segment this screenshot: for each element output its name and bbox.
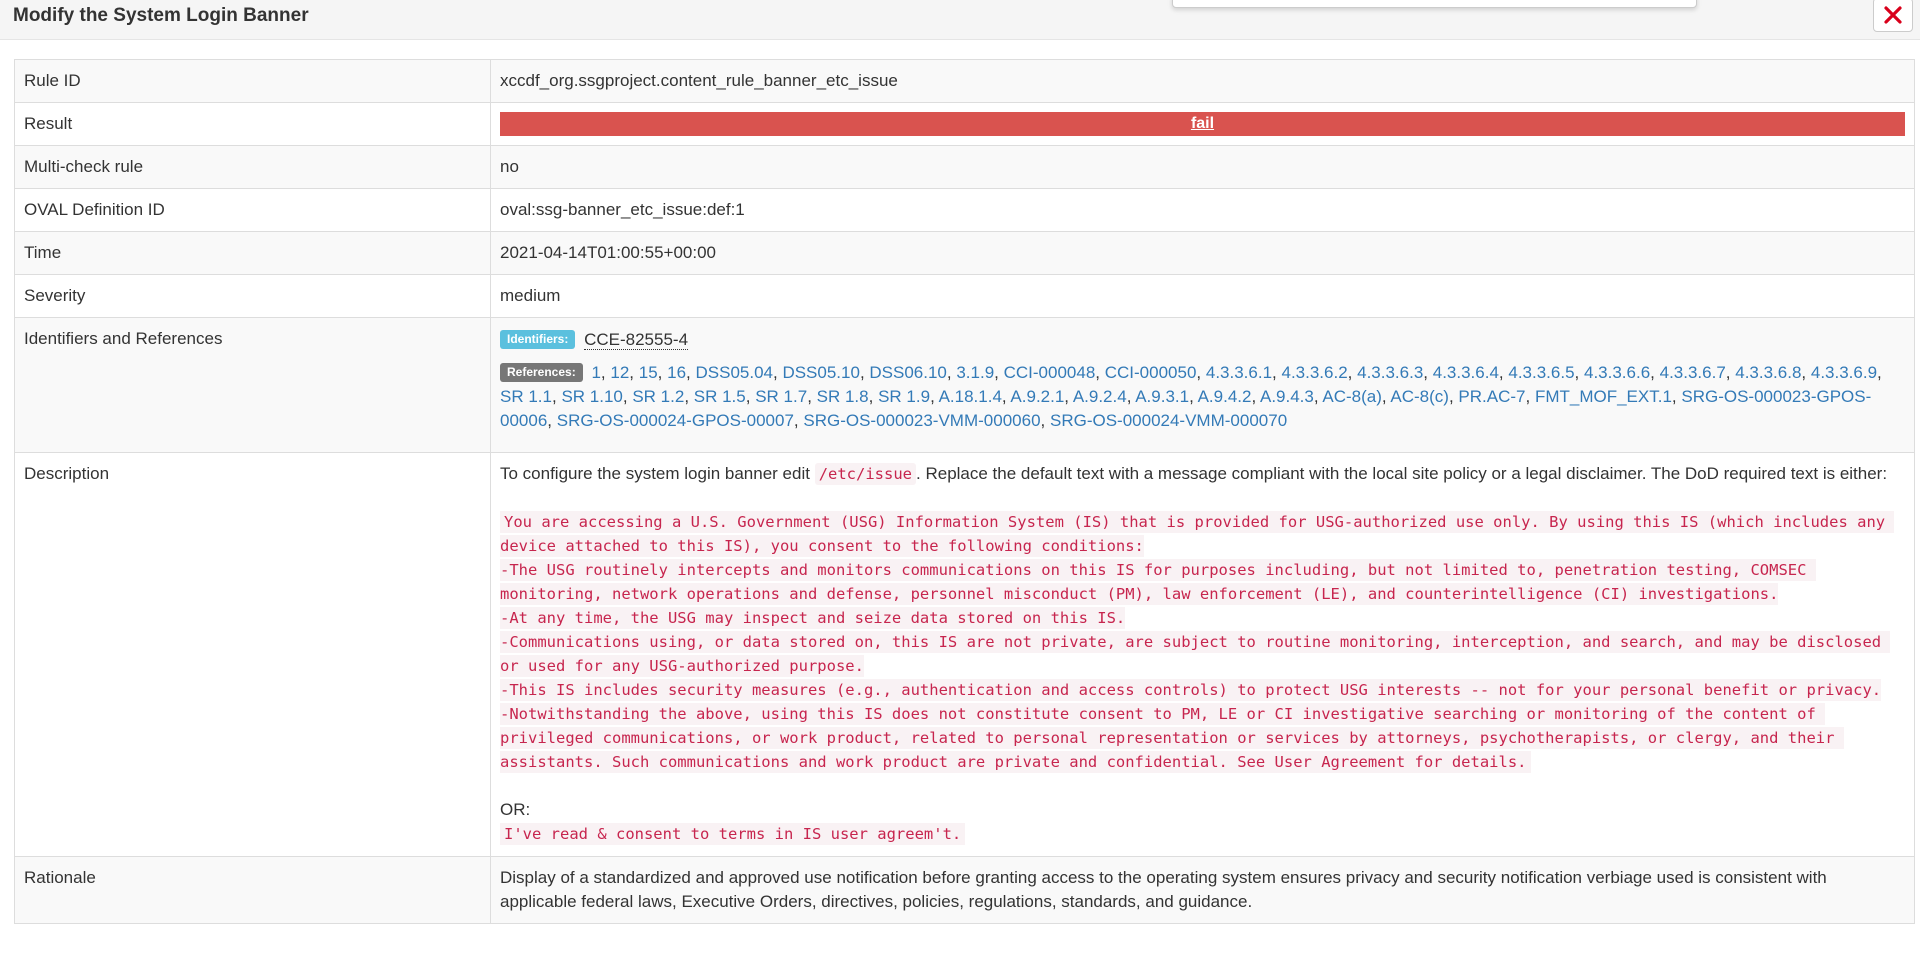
reference-link[interactable]: SR 1.1 [500, 387, 552, 406]
reference-link[interactable]: A.18.1.4 [938, 387, 1002, 406]
severity-value: medium [491, 275, 1915, 318]
reference-link[interactable]: DSS05.04 [695, 363, 773, 382]
description-intro-text: To configure the system login banner edit [500, 464, 815, 483]
reference-link[interactable]: 4.3.3.6.4 [1432, 363, 1499, 382]
row-description [15, 453, 1915, 857]
reference-link[interactable]: 12 [610, 363, 630, 382]
severity-label: Severity [15, 275, 491, 318]
identifiers-badge: Identifiers: [500, 330, 575, 349]
floating-popup [1172, 0, 1697, 8]
reference-link[interactable]: SRG-OS-000024-VMM-000070 [1049, 411, 1288, 430]
reference-links: 1, 12, 15, 16, DSS05.04, DSS05.10, DSS06.10, 3.1.9, CCI-000048, CCI-000050, 4.3.3.6.1, 4.3.3.6.2, 4.3.3.6.3, 4.3.3.6.4, 4.3.3.6.5, 4.3.3.6.6, 4.3.3.6.7, 4.3.3.6.8, 4.3.3.6.9, SR 1.1, SR 1.10, SR 1.2, SR 1.5, SR 1.7, SR 1.8, SR 1.9, A.18.1.4, A.9.2.1, A.9.2.4, A.9.3.1, A.9.4.2, A.9.4.3, AC-8(a), AC-8(c), PR.AC-7, FMT_MOF_EXT.1, SRG-OS-000023-GPOS-00006, SRG-OS-000024-GPOS-00007, SRG-OS-000023-VMM-000060, SRG-OS-000024-VMM-000070 [500, 363, 1882, 430]
reference-link[interactable]: 4.3.3.6.5 [1508, 363, 1575, 382]
reference-link[interactable]: AC-8(a) [1322, 387, 1382, 406]
time-value: 2021-04-14T01:00:55+00:00 [491, 232, 1915, 275]
row-time [15, 232, 1915, 275]
reference-link[interactable]: A.9.4.2 [1197, 387, 1252, 406]
reference-link[interactable]: A.9.2.1 [1010, 387, 1065, 406]
reference-link[interactable]: 4.3.3.6.9 [1810, 363, 1878, 382]
row-oval-definition [15, 189, 1915, 232]
reference-link[interactable]: 15 [638, 363, 658, 382]
reference-link[interactable]: SR 1.8 [816, 387, 869, 406]
or-text: OR: [500, 800, 531, 819]
reference-link[interactable]: SR 1.5 [693, 387, 746, 406]
reference-link[interactable]: SRG-OS-000023-GPOS-00006 [500, 387, 1872, 430]
description-label: Description [15, 453, 491, 857]
reference-link[interactable]: SRG-OS-000024-GPOS-00007 [556, 411, 794, 430]
row-severity [15, 275, 1915, 318]
close-button[interactable] [1873, 0, 1913, 32]
oval-label: OVAL Definition ID [15, 189, 491, 232]
reference-link[interactable]: CCI-000050 [1104, 363, 1197, 382]
references-badge: References: [500, 363, 583, 382]
reference-link[interactable]: A.9.2.4 [1072, 387, 1127, 406]
reference-link[interactable]: DSS06.10 [869, 363, 947, 382]
result-label: Result [15, 103, 491, 146]
row-rule-id [15, 60, 1915, 103]
reference-link[interactable]: SR 1.2 [632, 387, 685, 406]
row-identifiers [15, 318, 1915, 453]
reference-link[interactable]: AC-8(c) [1390, 387, 1449, 406]
multi-check-value: no [491, 146, 1915, 189]
reference-link[interactable]: 4.3.3.6.3 [1357, 363, 1424, 382]
reference-link[interactable]: DSS05.10 [782, 363, 860, 382]
rationale-label: Rationale [15, 857, 491, 924]
references-list [500, 361, 1905, 433]
rule-details-table [14, 59, 1915, 924]
reference-link[interactable]: 4.3.3.6.2 [1281, 363, 1348, 382]
reference-link[interactable]: SR 1.10 [561, 387, 623, 406]
reference-link[interactable]: CCI-000048 [1003, 363, 1096, 382]
reference-link[interactable]: A.9.3.1 [1135, 387, 1190, 406]
reference-link[interactable]: SR 1.9 [878, 387, 931, 406]
row-result [15, 103, 1915, 146]
short-banner-text [500, 822, 1905, 846]
rule-id-value: xccdf_org.ssgproject.content_rule_banner_etc_issue [491, 60, 1915, 103]
short-banner-code: I've read & consent to terms in IS user agreem't. [500, 823, 965, 845]
description-intro-text-after: . Replace the default text with a message compliant with the local site policy or a legal disclaimer. The DoD required text is either: [916, 464, 1888, 483]
rule-id-label: Rule ID [15, 60, 491, 103]
etc-issue-code: /etc/issue [815, 463, 916, 485]
rationale-value: Display of a standardized and approved use notification before granting access to the operating system ensures privacy and security notification verbiage used is consistent with applicable federal laws, Executive Orders, directives, policies, regulations, standards, and guidance. [491, 857, 1915, 924]
reference-link[interactable]: PR.AC-7 [1458, 387, 1526, 406]
reference-link[interactable]: FMT_MOF_EXT.1 [1534, 387, 1672, 406]
reference-link[interactable]: 3.1.9 [956, 363, 995, 382]
reference-link[interactable]: 4.3.3.6.8 [1735, 363, 1802, 382]
reference-link[interactable]: 16 [667, 363, 687, 382]
time-label: Time [15, 232, 491, 275]
identifiers-label: Identifiers and References [15, 318, 491, 453]
result-fail-badge[interactable]: fail [500, 112, 1905, 136]
reference-link[interactable]: A.9.4.3 [1259, 387, 1314, 406]
reference-link[interactable]: 4.3.3.6.7 [1659, 363, 1726, 382]
description-intro [500, 462, 1905, 486]
reference-link[interactable]: SR 1.7 [755, 387, 808, 406]
reference-link[interactable]: 4.3.3.6.6 [1583, 363, 1651, 382]
cce-identifier[interactable]: CCE-82555-4 [584, 330, 689, 349]
row-rationale [15, 857, 1915, 924]
oval-value: oval:ssg-banner_etc_issue:def:1 [491, 189, 1915, 232]
dod-banner-text [500, 510, 1905, 774]
dod-banner-code: You are accessing a U.S. Government (USG) Information System (IS) that is provided for USG-authorized use only. By using this IS (which includes any device attached to this IS), you consent to the following conditions: -The USG routinely intercepts and monitors communications on this IS for purposes including, but not limited to, penetration testing, COMSEC monitoring, network operations and defense, personnel misconduct (PM), law enforcement (LE), and counterintelligence (CI) investigations. -At any time, the USG may inspect and seize data stored on this IS. -Communications using, or data stored on, this IS are not private, are subject to routine monitoring, interception, and search, and may be disclosed or used for any USG-authorized purpose. -This IS includes security measures (e.g., authentication and access controls) to protect USG interests -- not for your personal benefit or privacy. -Notwithstanding the above, using this IS does not constitute consent to PM, LE or CI investigative searching or monitoring of the content of privileged communications, or work product, related to personal representation or services by attorneys, psychotherapists, or clergy, and their assistants. Such communications and work product are private and confidential. See User Agreement for details. [500, 511, 1894, 773]
modal-title: Modify the System Login Banner [13, 5, 309, 26]
reference-link[interactable]: 1 [591, 363, 601, 382]
close-x-icon [1884, 6, 1902, 24]
multi-check-label: Multi-check rule [15, 146, 491, 189]
reference-link[interactable]: SRG-OS-000023-VMM-000060 [803, 411, 1041, 430]
reference-link[interactable]: 4.3.3.6.1 [1205, 363, 1273, 382]
row-multi-check [15, 146, 1915, 189]
